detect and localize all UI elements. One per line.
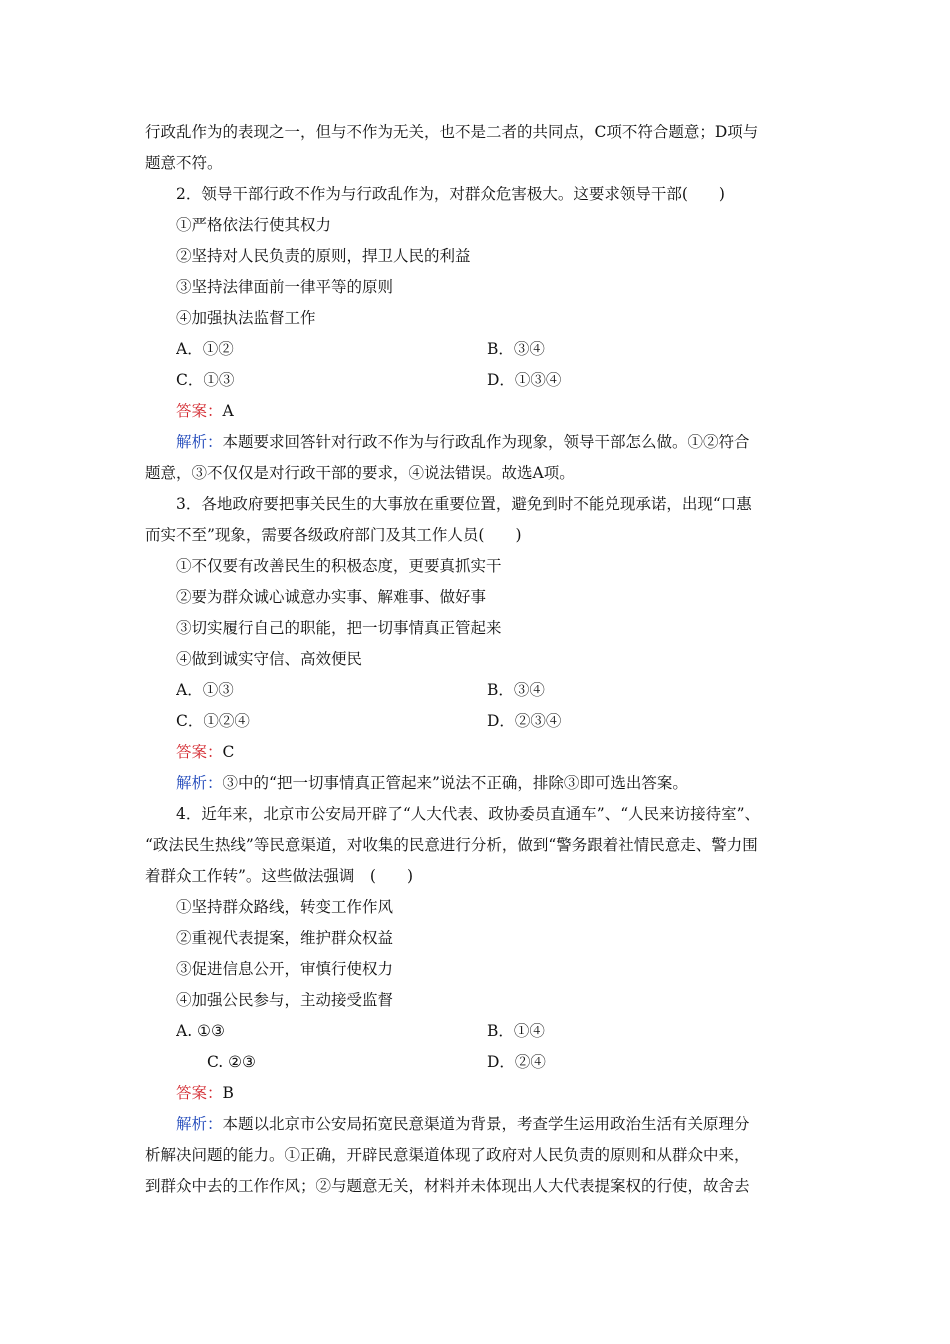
question-3-stem-cont: 而实不至”现象，需要各级政府部门及其工作人员( ) <box>145 526 522 544</box>
question-2-option-c: C．①③ <box>176 371 235 389</box>
intro-line: 行政乱作为的表现之一，但与不作为无关，也不是二者的共同点，C项不符合题意；D项与 <box>145 123 759 141</box>
question-4-item: ②重视代表提案，维护群众权益 <box>176 929 394 947</box>
answer-label: 答案： <box>176 743 223 761</box>
question-3-option-a: A．①③ <box>176 681 234 699</box>
question-2-item: ④加强执法监督工作 <box>176 309 316 327</box>
question-4-stem-cont: 着群众工作转”。这些做法强调 ( ) <box>145 867 414 885</box>
question-2-stem: 2．领导干部行政不作为与行政乱作为，对群众危害极大。这要求领导干部( ) <box>176 185 725 203</box>
analysis-text: ③中的“把一切事情真正管起来”说法不正确，排除③即可选出答案。 <box>222 774 688 792</box>
question-4-option-c: C. ②③ <box>207 1053 256 1071</box>
question-2-option-b: B．③④ <box>487 340 545 358</box>
analysis-label: 解析： <box>176 774 223 792</box>
question-4-option-b: B．①④ <box>487 1022 545 1040</box>
question-4-item: ③促进信息公开，审慎行使权力 <box>176 960 394 978</box>
question-3-option-b: B．③④ <box>487 681 545 699</box>
question-3-stem: 3．各地政府要把事关民生的大事放在重要位置，避免到时不能兑现承诺，出现“口惠 <box>176 495 752 513</box>
question-4-answer <box>176 1078 810 1108</box>
question-3-option-d: D．②③④ <box>487 712 562 730</box>
analysis-label: 解析： <box>176 1115 223 1133</box>
question-2-option-d: D．①③④ <box>487 371 562 389</box>
answer-value: A <box>222 402 234 420</box>
question-2-option-a: A．①② <box>176 340 234 358</box>
question-2-analysis <box>176 427 810 457</box>
answer-value: B <box>222 1084 234 1102</box>
question-3-option-c: C．①②④ <box>176 712 250 730</box>
answer-label: 答案： <box>176 1084 223 1102</box>
question-4-item: ④加强公民参与，主动接受监督 <box>176 991 394 1009</box>
analysis-text: 本题以北京市公安局拓宽民意渠道为背景，考查学生运用政治生活有关原理分 <box>222 1115 750 1133</box>
analysis-label: 解析： <box>176 433 223 451</box>
question-3-item: ③切实履行自己的职能，把一切事情真正管起来 <box>176 619 502 637</box>
question-3-analysis <box>176 768 810 798</box>
question-4-stem: 4．近年来，北京市公安局开辟了“人大代表、政协委员直通车”、“人民来访接待室”、 <box>176 805 761 823</box>
question-4-analysis-cont: 析解决问题的能力。①正确，开辟民意渠道体现了政府对人民负责的原则和从群众中来， <box>145 1146 750 1164</box>
question-4-analysis <box>176 1109 810 1139</box>
question-2-analysis-cont: 题意，③不仅仅是对行政干部的要求，④说法错误。故选A项。 <box>145 464 575 482</box>
intro-line: 题意不符。 <box>145 154 223 172</box>
question-4-option-a: A. ①③ <box>176 1022 225 1040</box>
question-2-item: ③坚持法律面前一律平等的原则 <box>176 278 394 296</box>
question-3-answer <box>176 737 810 767</box>
question-3-item: ④做到诚实守信、高效便民 <box>176 650 363 668</box>
question-4-stem-cont: “政法民生热线”等民意渠道，对收集的民意进行分析，做到“警务跟着社情民意走、警力围 <box>145 836 758 854</box>
analysis-text: 本题要求回答针对行政不作为与行政乱作为现象，领导干部怎么做。①②符合 <box>222 433 750 451</box>
question-4-item: ①坚持群众路线，转变工作作风 <box>176 898 394 916</box>
question-2-item: ②坚持对人民负责的原则，捍卫人民的利益 <box>176 247 471 265</box>
answer-label: 答案： <box>176 402 223 420</box>
answer-value: C <box>222 743 235 761</box>
question-4-analysis-cont: 到群众中去的工作作风；②与题意无关，材料并未体现出人大代表提案权的行使，故舍去 <box>145 1177 750 1195</box>
question-4-option-d: D．②④ <box>487 1053 546 1071</box>
question-2-answer <box>176 396 810 426</box>
question-3-item: ①不仅要有改善民生的积极态度，更要真抓实干 <box>176 557 502 575</box>
question-3-item: ②要为群众诚心诚意办实事、解难事、做好事 <box>176 588 487 606</box>
question-2-item: ①严格依法行使其权力 <box>176 216 332 234</box>
